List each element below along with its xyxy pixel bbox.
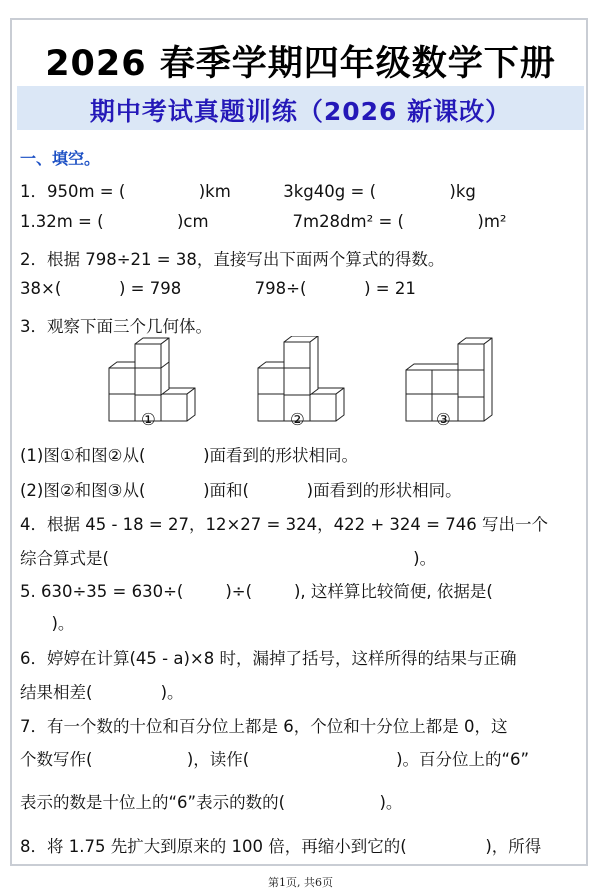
solid-figure-3 [406, 338, 492, 421]
question-5-line-1: 5. 630÷35 = 630÷( )÷( ), 这样算比较简便, 依据是( [20, 582, 493, 601]
question-8-line-1: 8．将 1.75 先扩大到原来的 100 倍，再缩小到它的( )，所得 [20, 837, 542, 856]
question-4-line-1: 4．根据 45 - 18 = 27，12×27 = 324，422 + 324 = 746 写出一个 [20, 515, 548, 534]
page-number-footer: 第1页, 共6页 [268, 876, 333, 889]
question-7-line-2: 个数写作( )，读作( )。百分位上的“6” [20, 750, 530, 769]
figure-label-3: ③ [436, 410, 451, 429]
question-6-line-1: 6．婷婷在计算(45 - a)×8 时，漏掉了括号，这样所得的结果与正确 [20, 649, 517, 668]
question-3-part-1: (1)图①和图②从( )面看到的形状相同。 [20, 446, 359, 465]
solid-figure-2 [258, 336, 344, 421]
question-7-line-1: 7．有一个数的十位和百分位上都是 6，个位和十分位上都是 0，这 [20, 717, 508, 736]
question-6-line-2: 结果相差( )。 [20, 683, 184, 702]
question-3-part-2: (2)图②和图③从( )面和( )面看到的形状相同。 [20, 481, 462, 500]
section-heading-fill-blank: 一、填空。 [20, 149, 101, 168]
question-2-line-1: 2．根据 798÷21 = 38，直接写出下面两个算式的得数。 [20, 250, 445, 269]
question-7-line-3: 表示的数是十位上的“6”表示的数的( )。 [20, 793, 403, 812]
question-5-line-2: )。 [20, 614, 75, 633]
question-4-line-2: 综合算式是( )。 [20, 549, 437, 568]
figure-label-2: ② [290, 410, 305, 429]
question-1-line-2: 1.32m = ( )cm 7m28dm² = ( )m² [20, 212, 507, 231]
question-1-line-1: 1．950m = ( )km 3kg40g = ( )kg [20, 182, 476, 201]
question-2-line-2: 38×( ) = 798 798÷( ) = 21 [20, 279, 416, 298]
page-title: 2026 春季学期四年级数学下册 [45, 44, 556, 84]
page-subtitle: 期中考试真题训练（2026 新课改） [89, 97, 512, 126]
solid-figure-1 [109, 338, 195, 421]
figure-label-1: ① [141, 410, 156, 429]
question-3-line: 3．观察下面三个几何体。 [20, 317, 212, 336]
